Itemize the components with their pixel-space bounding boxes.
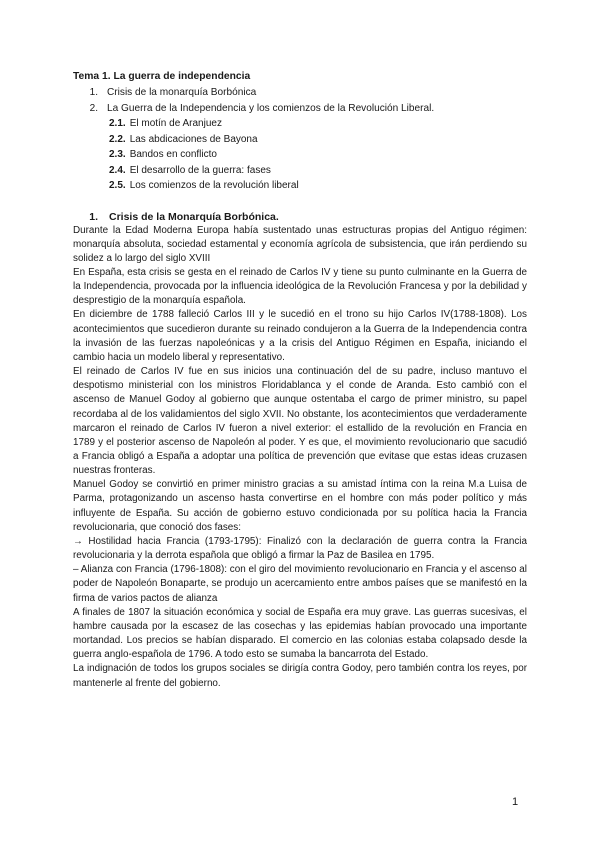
toc-subnumber: 2.1. [109, 118, 126, 129]
toc-subitem [73, 132, 527, 148]
toc-subnumber: 2.5. [109, 180, 126, 191]
paragraph: A finales de 1807 la situación económica y social de España era muy grave. Las guerras sucesivas, el hambre causada por la escasez de las cosechas y las epidemias habían provocado una importante mortandad. Los precios se habían disparado. El comercio en las colonias estaba colapsado desde la guerra anglo-española de 1796. A todo esto se sumaba la bancarrota del Estado. [73, 606, 527, 661]
toc-item [73, 101, 527, 117]
list-item-alliance: – Alianza con Francia (1796-1808): con el giro del movimiento revolucionario en Francia y el ascenso al poder de Napoleón Bonaparte, se produjo un acercamiento entre ambos países que se manifestó en la firma de varios pactos de alianza [73, 564, 527, 604]
toc-subitem [73, 147, 527, 163]
paragraph: La indignación de todos los grupos sociales se dirigía contra Godoy, pero también contra los reyes, por mantenerle al frente del gobierno. [73, 663, 527, 689]
toc-sublabel: Bandos en conflicto [129, 149, 217, 160]
paragraph: Durante la Edad Moderna Europa había sustentado unas estructuras propias del Antiguo régimen: monarquía absoluta, sociedad estamental y economía agrícola de subsistencia, que irán perdiendo su solidez a lo largo del siglo XVIII [73, 224, 527, 264]
toc-subnumber: 2.2. [109, 133, 126, 145]
toc-subnumber: 2.3. [109, 149, 126, 160]
document-title: Tema 1. La guerra de independencia [73, 71, 251, 82]
toc-subitem [73, 178, 527, 194]
toc-subnumber: 2.4. [109, 164, 126, 176]
toc-sublabel: Los comienzos de la revolución liberal [129, 180, 299, 191]
paragraph: En España, esta crisis se gesta en el reinado de Carlos IV y tiene su punto culminante en la Guerra de la Independencia, provocada por la influencia ideológica de la Revolución Francesa y por la debilidad y desprestigio de la monarquía española. [73, 266, 527, 307]
toc-subitem [73, 163, 527, 179]
document-page [73, 70, 527, 691]
page-number: 1 [512, 796, 519, 808]
toc-label: La Guerra de la Independencia y los comienzos de la Revolución Liberal. [107, 102, 435, 114]
paragraph: Manuel Godoy se convirtió en primer ministro gracias a su amistad íntima con la reina M.a Luisa de Parma, protagonizando un ascenso hasta convertirse en el hombre con más poder político y más influyente de España. Su acción de gobierno estuvo condicionada por su política hacia la Francia revolucionaria, que conoció dos fases: [73, 479, 527, 533]
toc-sublabel: Las abdicaciones de Bayona [129, 133, 258, 145]
toc-sublabel: El motín de Aranjuez [129, 118, 222, 129]
toc-subitem [73, 116, 527, 132]
section-number: 1. [89, 210, 98, 223]
toc-item [73, 85, 527, 101]
paragraph: El reinado de Carlos IV fue en sus inicios una continuación del de su padre, incluso mantuvo el despotismo ministerial con los ministros Floridablanca y el conde de Aranda. Esto cambió con el ascenso de Manuel Godoy al gobierno que aunque ostentaba el cargo de primer ministro, su papel recordaba al de los validamientos del siglo XVII. No obstante, los acontecimientos que verdaderamente marcaron el reinado de Carlos IV fueron a nivel exterior: el estallido de la revolución en Francia en 1789 y el posterior ascenso de Napoleón al poder. Y es que, el movimiento revolucionario que sacudió a Francia obligó a España a adoptar una política de prevención que evitase que estas ideas cruzasen nuestras fronteras. [73, 366, 527, 477]
section-title: Crisis de la Monarquía Borbónica. [109, 210, 279, 223]
toc-number: 1. [89, 87, 98, 98]
section-heading [73, 210, 527, 224]
toc-sublabel: El desarrollo de la guerra: fases [129, 164, 271, 176]
list-item-hostility: → Hostilidad hacia Francia (1793-1795): Finalizó con la declaración de guerra contra la Francia revolucionaria y la derrota española que obligó a firmar la Paz de Basilea en 1795. [73, 535, 527, 562]
toc-label: Crisis de la monarquía Borbónica [107, 87, 257, 98]
paragraph: En diciembre de 1788 falleció Carlos III y le sucedió en el trono su hijo Carlos IV(1788-1808). Los acontecimientos que sucedieron durante su reinado condujeron a la Guerra de la Independencia contra la invasión de las fuerzas napoleónicas y a la crisis del Antiguo Régimen en España, iniciando el cambio hacia un modelo liberal y representativo. [73, 309, 527, 363]
toc-number: 2. [89, 102, 98, 114]
